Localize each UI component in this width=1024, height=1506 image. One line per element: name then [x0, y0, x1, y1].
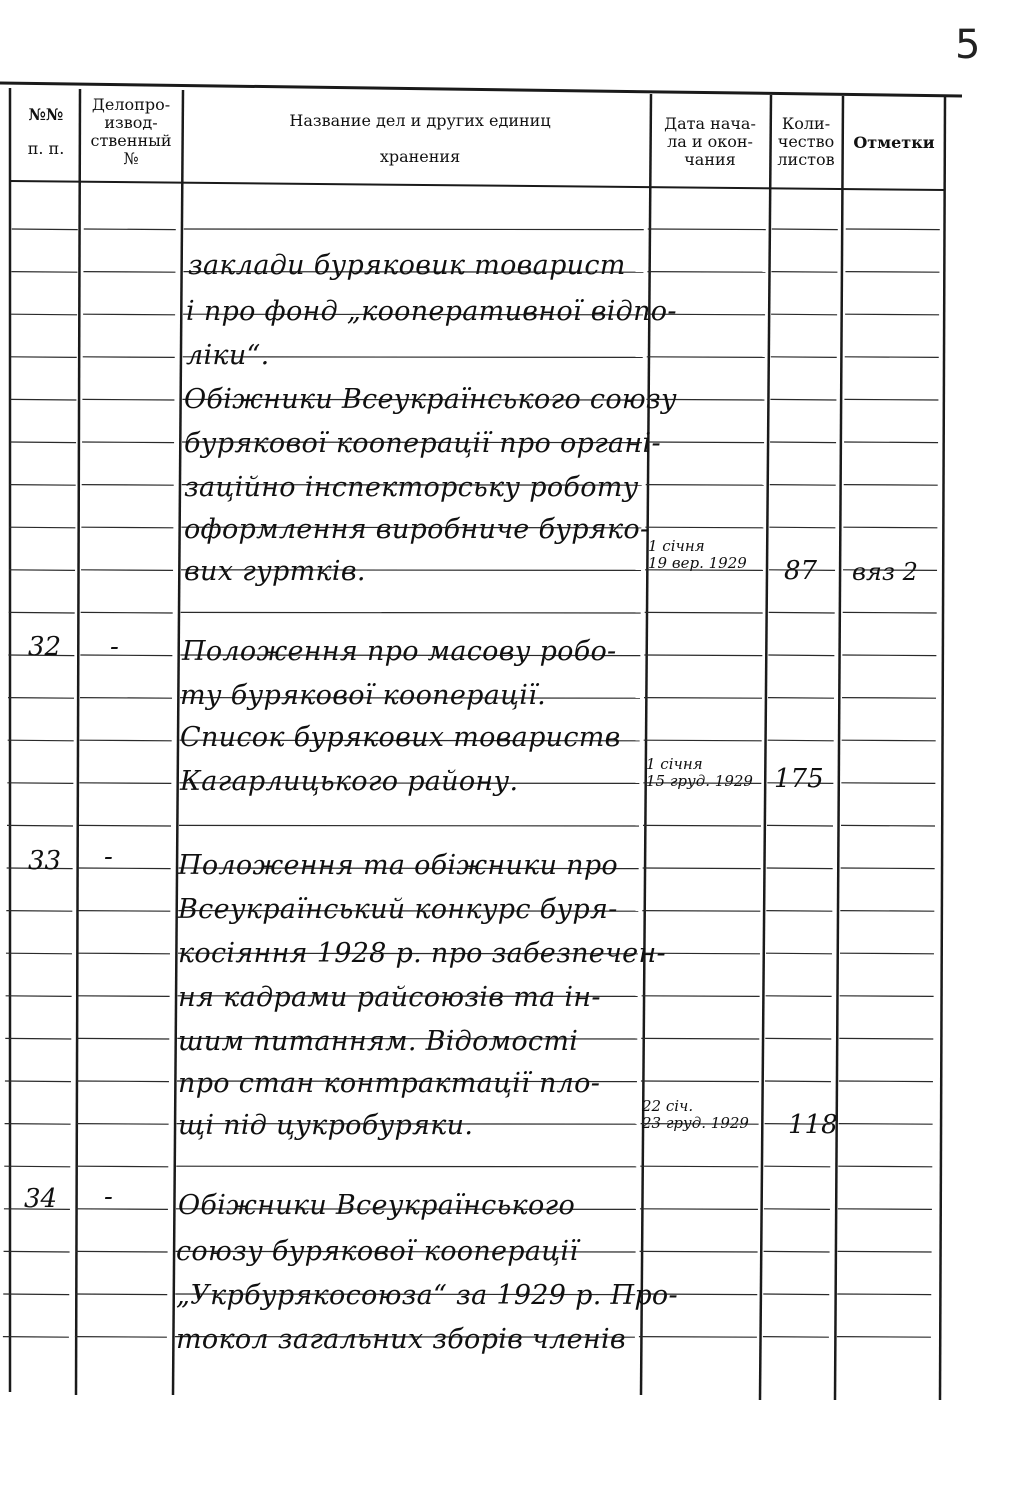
ruled-line: [3, 1294, 69, 1295]
ruled-line: [768, 655, 834, 656]
ruled-line: [764, 1209, 830, 1210]
entry-title-line: Кагарлицького району.: [180, 766, 519, 797]
header-sheets-line1: Коли-: [781, 114, 831, 133]
ruled-line: [643, 868, 761, 869]
ruled-line: [75, 1294, 167, 1295]
ruled-line: [845, 272, 939, 273]
entry-sheets: 87: [784, 556, 818, 586]
ruled-line: [640, 1251, 758, 1252]
entry-office-number: -: [104, 842, 113, 872]
entry-title-line: косіяння 1928 р. про забезпечен-: [178, 938, 666, 969]
ruled-line: [837, 1337, 931, 1338]
ruled-line: [842, 740, 936, 741]
header-notes-line: Отметки: [853, 133, 935, 152]
entry-title-line: бурякової кооперації про органі-: [184, 428, 661, 459]
ruled-line: [772, 229, 838, 230]
ruled-line: [79, 825, 171, 826]
ruled-line: [764, 1166, 830, 1167]
ruled-line: [646, 485, 764, 486]
ruled-line: [839, 1038, 933, 1039]
ruled-line: [770, 485, 836, 486]
ruled-line: [642, 911, 760, 912]
entry-title-line: і про фонд „кооперативної відпо-: [186, 296, 677, 327]
ruled-line: [641, 1038, 759, 1039]
ruled-line: [768, 698, 834, 699]
entry-title-line: Положення та обіжники про: [178, 850, 618, 881]
ruled-line: [845, 357, 939, 358]
ruled-line: [838, 1209, 932, 1210]
ruled-line: [77, 1081, 169, 1082]
ruled-line: [5, 1124, 71, 1125]
header-dates-label: [652, 115, 768, 169]
ruled-line: [763, 1294, 829, 1295]
entry-title-line: Положення про масову робо-: [182, 636, 617, 667]
header-office-label: [82, 96, 180, 168]
ruled-line: [840, 911, 934, 912]
entry-title-line: Список бурякових товариств: [180, 722, 621, 753]
header-dates-line1: Дата нача-: [664, 114, 756, 133]
ruled-line: [76, 1166, 168, 1167]
ruled-line: [645, 527, 763, 528]
ruled-line: [846, 229, 940, 230]
ruled-line: [644, 740, 762, 741]
entry-title-line: Обіжники Всеукраїнського союзу: [184, 384, 677, 415]
ruled-line: [839, 1124, 933, 1125]
entry-number: 32: [28, 632, 62, 662]
ruled-line: [7, 783, 73, 784]
ruled-line: [767, 868, 833, 869]
ruled-line: [9, 570, 75, 571]
ruled-line: [641, 1081, 759, 1082]
ruled-line: [76, 1251, 168, 1252]
ruled-line: [837, 1294, 931, 1295]
ruled-line: [77, 1124, 169, 1125]
header-number-label: [16, 106, 76, 158]
entry-title-line: токол загальних зборів членів: [176, 1324, 626, 1355]
header-number-line2: п. п.: [27, 139, 65, 158]
ruled-line: [844, 485, 938, 486]
ruled-line: [840, 996, 934, 997]
entry-dates: 1 січня 15 груд. 1929: [646, 755, 753, 790]
ruled-line: [12, 229, 78, 230]
ruled-line: [83, 272, 175, 273]
ruled-line: [8, 698, 74, 699]
ruled-line: [176, 1166, 636, 1167]
header-title-label: [200, 112, 640, 166]
ruled-line: [844, 399, 938, 400]
ruled-line: [764, 1251, 830, 1252]
ruled-line: [75, 1337, 167, 1338]
entry-title-line: заклади буряковик товарист: [188, 250, 626, 281]
page-number: 5: [955, 22, 981, 68]
ruled-line: [80, 655, 172, 656]
ruled-line: [9, 527, 75, 528]
ruled-line: [184, 229, 644, 230]
ruled-line: [78, 996, 170, 997]
entry-title-line: щі під цукробуряки.: [178, 1110, 474, 1141]
ruled-line: [7, 825, 73, 826]
entry-sheets: 118: [788, 1110, 838, 1140]
ruled-line: [767, 825, 833, 826]
ruled-line: [10, 442, 76, 443]
ruled-line: [843, 527, 937, 528]
ruled-line: [647, 272, 765, 273]
ruled-line: [844, 442, 938, 443]
ruled-line: [84, 229, 176, 230]
ruled-line: [5, 1081, 71, 1082]
header-sheets-line2: чество: [777, 132, 835, 151]
ruled-line: [640, 1209, 758, 1210]
entry-notes: вяз 2: [852, 558, 918, 586]
ruled-line: [8, 740, 74, 741]
ruled-line: [83, 314, 175, 315]
ruled-line: [82, 399, 174, 400]
entry-office-number: -: [110, 632, 119, 662]
ruled-line: [841, 868, 935, 869]
ruled-line: [771, 357, 837, 358]
ruled-line: [639, 1337, 757, 1338]
ruled-line: [181, 612, 641, 613]
header-sheets-line3: листов: [777, 150, 835, 169]
ruled-line: [6, 911, 72, 912]
ruled-line: [845, 314, 939, 315]
entry-title-line: вих гуртків.: [184, 556, 366, 587]
ruled-line: [842, 655, 936, 656]
ruled-line: [83, 357, 175, 358]
ruled-line: [77, 1038, 169, 1039]
ruled-line: [843, 612, 937, 613]
header-office-line4: №: [123, 149, 139, 168]
ruled-line: [642, 996, 760, 997]
entry-office-number: -: [104, 1182, 113, 1212]
ruled-line: [765, 1038, 831, 1039]
header-dates-line2: ла и окон-: [667, 132, 753, 151]
header-office-line2: извод-: [104, 113, 158, 132]
ruled-line: [6, 953, 72, 954]
ruled-line: [4, 1166, 70, 1167]
ruled-line: [769, 527, 835, 528]
ruled-line: [11, 272, 77, 273]
ruled-line: [4, 1251, 70, 1252]
ruled-line: [839, 1081, 933, 1082]
header-sheets-label: [770, 115, 842, 169]
ruled-line: [76, 1209, 168, 1210]
entry-title-line: ту бурякової кооперації.: [180, 680, 546, 711]
ruled-line: [841, 825, 935, 826]
ruled-line: [9, 612, 75, 613]
ruled-line: [81, 612, 173, 613]
entry-title-line: заційно інспекторську роботу: [184, 472, 639, 503]
ruled-line: [11, 314, 77, 315]
ruled-line: [79, 868, 171, 869]
ruled-line: [643, 825, 761, 826]
header-title-line1: Название дел и других единиц: [289, 111, 551, 130]
entry-sheets: 175: [774, 764, 824, 794]
ruled-line: [841, 783, 935, 784]
header-title-line2: хранения: [379, 147, 461, 166]
ruled-line: [842, 698, 936, 699]
ruled-line: [646, 442, 764, 443]
header-office-line3: ственный: [90, 131, 172, 150]
entry-title-line: шим питанням. Відомості: [178, 1026, 579, 1057]
ruled-line: [838, 1166, 932, 1167]
ruled-line: [769, 612, 835, 613]
ruled-line: [768, 740, 834, 741]
ruled-line: [770, 442, 836, 443]
header-number-line1: №№: [28, 105, 64, 124]
ruled-line: [80, 740, 172, 741]
ruled-line: [78, 953, 170, 954]
ruled-line: [82, 442, 174, 443]
ruled-line: [10, 485, 76, 486]
ruled-line: [82, 485, 174, 486]
entry-title-line: ня кадрами райсоюзів та ін-: [178, 982, 601, 1013]
entry-title-line: оформлення виробниче буряко-: [184, 514, 650, 545]
ruled-line: [840, 953, 934, 954]
header-office-line1: Делопро-: [91, 95, 171, 114]
ruled-line: [80, 698, 172, 699]
ruled-line: [3, 1337, 69, 1338]
ruled-line: [10, 399, 76, 400]
ruled-line: [766, 996, 832, 997]
entry-title-line: „Укрбурякосоюза“ за 1929 р. Про-: [176, 1280, 678, 1311]
ruled-line: [644, 698, 762, 699]
ruled-line: [179, 825, 639, 826]
entry-title-line: Обіжники Всеукраїнського: [178, 1190, 576, 1221]
ruled-line: [81, 527, 173, 528]
ruled-line: [644, 655, 762, 656]
ruled-line: [771, 314, 837, 315]
entry-title-line: ліки“.: [186, 340, 270, 371]
ruled-line: [766, 911, 832, 912]
ruled-line: [647, 357, 765, 358]
ruled-line: [765, 1081, 831, 1082]
ruled-line: [11, 357, 77, 358]
ruled-line: [771, 272, 837, 273]
entry-number: 33: [28, 846, 62, 876]
entry-dates: 22 січ. 23 груд. 1929: [642, 1097, 749, 1132]
ruled-line: [763, 1337, 829, 1338]
ruled-line: [78, 911, 170, 912]
ruled-line: [6, 996, 72, 997]
ruled-line: [5, 1038, 71, 1039]
entry-title-line: про стан контрактації пло-: [178, 1068, 601, 1099]
entry-title-line: Всеукраїнський конкурс буря-: [178, 894, 618, 925]
entry-title-line: союзу бурякової кооперації: [176, 1236, 579, 1267]
ruled-line: [79, 783, 171, 784]
ruled-line: [766, 953, 832, 954]
ruled-line: [81, 570, 173, 571]
entry-number: 34: [24, 1184, 58, 1214]
ruled-line: [640, 1166, 758, 1167]
ruled-line: [648, 229, 766, 230]
header-dates-line3: чания: [684, 150, 736, 169]
ruled-line: [838, 1251, 932, 1252]
entry-dates: 1 січня 19 вер. 1929: [648, 537, 747, 572]
ruled-line: [645, 612, 763, 613]
ruled-line: [770, 399, 836, 400]
header-notes-label: [845, 134, 943, 152]
